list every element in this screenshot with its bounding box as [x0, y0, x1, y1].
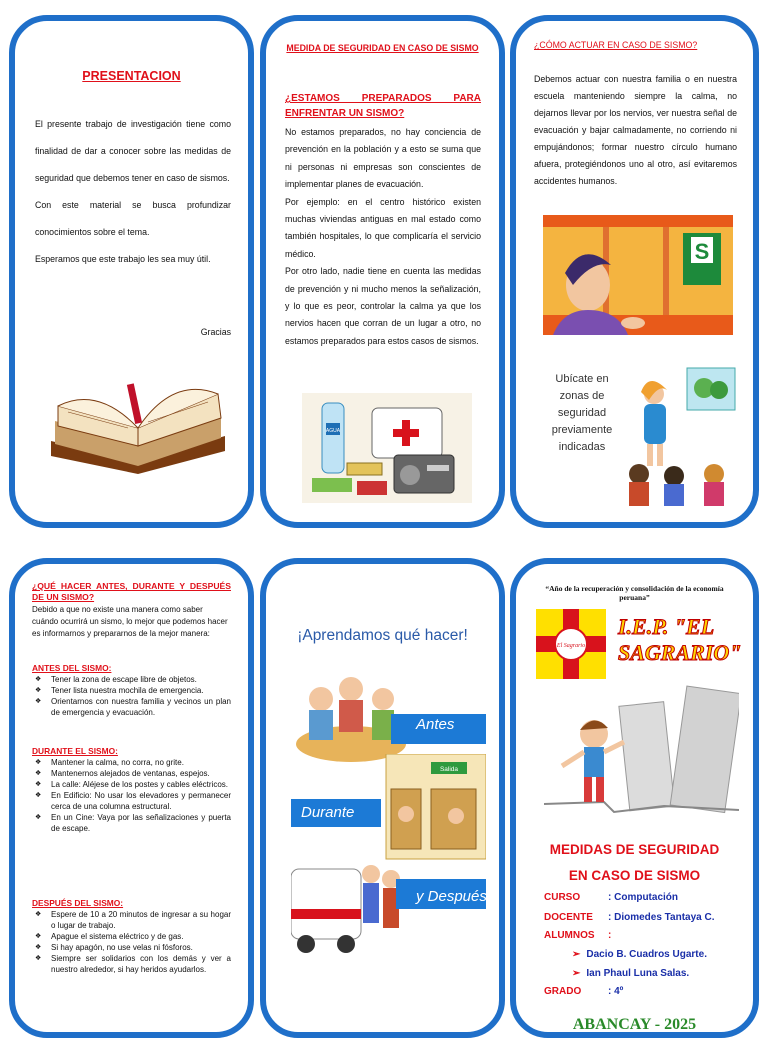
- earthquake-boy-illustration: [544, 684, 739, 819]
- aprendamos-title: ¡Aprendamos qué hacer!: [297, 627, 468, 644]
- como-actuar-heading: ¿CÓMO ACTUAR EN CASO DE SISMO?: [534, 40, 698, 50]
- school-seal-logo: [536, 609, 606, 679]
- despues-label: y Después: [416, 888, 487, 905]
- presentacion-p1: El presente trabajo de investigación tiene como finalidad de dar a conocer sobre las medidas de seguridad que debemos tener en caso de sismos.: [35, 119, 231, 183]
- agua-label: AGUA: [325, 428, 341, 434]
- antes-label: Antes: [416, 716, 455, 733]
- ubicate-caption: Ubícate en zonas de seguridad previamente indicadas: [551, 373, 613, 453]
- curso-label: CURSO: [544, 892, 581, 903]
- gracias-text: Gracias: [200, 327, 231, 337]
- safe-zone-letter: S: [694, 239, 710, 264]
- list-item: ❖ Siempre ser solidarios con los demás y ver a nuestro alrededor, si hay heridos ayudarlos.: [32, 953, 231, 975]
- alumno-1: ➢ Dacio B. Cuadros Ugarte.: [572, 949, 707, 960]
- alumnos-row: [544, 930, 743, 941]
- que-hacer-intro: Debido a que no existe una manera como saber cuándo ocurrirá un sismo, lo mejor que podemos hacer es informarnos y prepararnos de la mejor manera:: [32, 605, 228, 638]
- preparados-question: ¿ESTAMOS PREPARADOS PARA ENFRENTAR UN SISMO?: [285, 93, 481, 119]
- list-item: ❖ Mantenernos alejados de ventanas, espejos.: [32, 768, 231, 779]
- antes-title: ANTES DEL SISMO:: [32, 663, 112, 673]
- school-name: I.E.P. "EL SAGRARIO": [618, 614, 742, 665]
- alumno-2: ➢ Ian Phaul Luna Salas.: [572, 968, 689, 979]
- list-item: ❖ En Edificio: No usar los elevadores y permanecer cerca de una columna estructural.: [32, 790, 231, 812]
- emergency-kit-illustration: [302, 393, 472, 503]
- exit-sign-text: Salida: [439, 766, 459, 773]
- panel-presentacion: [9, 15, 254, 528]
- despues-illustration: [291, 854, 486, 964]
- docente-value: : Diomedes Tantaya C.: [608, 912, 715, 923]
- panel-medida-seguridad: [260, 15, 505, 528]
- durante-title: DURANTE EL SISMO:: [32, 746, 118, 756]
- panel-como-actuar: [510, 15, 759, 528]
- medida-body: [285, 124, 481, 350]
- panel-portada: [510, 558, 759, 1038]
- docente-row: [544, 912, 743, 923]
- presentacion-title: PRESENTACION: [82, 69, 181, 83]
- antes-section: [32, 663, 231, 718]
- grado-label: GRADO: [544, 986, 582, 997]
- despues-title: DESPUÉS DEL SISMO:: [32, 898, 124, 908]
- cover-title-line1: MEDIDAS DE SEGURIDAD: [549, 842, 720, 857]
- despues-section: [32, 898, 231, 975]
- teacher-students-illustration: [619, 366, 737, 506]
- docente-label: DOCENTE: [544, 912, 593, 923]
- panel-que-hacer: [9, 558, 254, 1038]
- curso-value: : Computación: [608, 892, 678, 903]
- presentacion-p2: Con este material se busca profundizar conocimientos sobre el tema.: [35, 200, 231, 237]
- durante-section: [32, 746, 231, 834]
- list-item: ❖ Apague el sistema eléctrico y de gas.: [32, 931, 231, 942]
- alumnos-colon: :: [608, 930, 612, 941]
- list-item: ❖ La calle: Aléjese de los postes y cables eléctricos.: [32, 779, 231, 790]
- grado-value: : 4º: [608, 986, 624, 997]
- list-item: ❖ Tener lista nuestra mochila de emergencia.: [32, 685, 231, 696]
- open-book-illustration: [43, 366, 233, 476]
- curso-row: [544, 892, 743, 903]
- grado-row: [544, 986, 743, 997]
- alumnos-label: ALUMNOS: [544, 930, 595, 941]
- medida-heading: MEDIDA DE SEGURIDAD EN CASO DE SISMO: [286, 43, 479, 53]
- medida-p2: Por ejemplo: en el centro histórico existen muchas viviendas antiguas en mal estado como también hospitales, lo que complicaría el servicio médico.: [285, 196, 481, 259]
- safe-zone-sign-illustration: [543, 215, 733, 335]
- year-motto: “Año de la recuperación y consolidación de la economía peruana”: [545, 584, 724, 602]
- medida-p3: Por otro lado, nadie tiene en cuenta las medidas de prevención y ni mucho menos la señalización, y lo que es peor, controlar la calma ya que los nervios hacen que corran de un lugar a otro, no estamos preparados para estos casos de sismos.: [285, 266, 481, 346]
- place-year: ABANCAY - 2025: [572, 1016, 697, 1033]
- como-actuar-body: Debemos actuar con nuestra familia o en nuestra escuela manteniendo siempre la calma, no dejarnos llevar por los nervios, ver nuestra señal de evacuación y bajar calmadamente, no corriendo ni empujándonos; formar nuestro círculo humano afuera, protegiéndonos uno al otro, así evitaremos accidentes humanos.: [534, 74, 737, 186]
- que-hacer-heading: ¿QUÉ HACER ANTES, DURANTE Y DESPUÉS DE UN SISMO?: [32, 581, 231, 602]
- presentacion-body: [35, 111, 231, 273]
- medida-p1: No estamos preparados, no hay conciencia de prevención en la población y a esto se suma que ni personas ni empresas son conscientes de implementar planes de evacuación.: [285, 127, 481, 190]
- list-item: ❖ Si hay apagón, no use velas ni fósforos.: [32, 942, 231, 953]
- seal-text: El Sagrario: [556, 643, 586, 649]
- list-item: ❖ Mantener la calma, no corra, no grite.: [32, 757, 231, 768]
- list-item: ❖ Espere de 10 a 20 minutos de ingresar a su hogar o lugar de trabajo.: [32, 909, 231, 931]
- durante-label: Durante: [301, 804, 355, 821]
- list-item: ❖ Tener la zona de escape libre de objetos.: [32, 674, 231, 685]
- panel-aprendamos: [260, 558, 505, 1038]
- list-item: ❖ Orientarnos con nuestra familia y vecinos un plan de emergencia y evacuación.: [32, 696, 231, 718]
- cover-title-line2: EN CASO DE SISMO: [568, 868, 701, 883]
- presentacion-p3: Esperamos que este trabajo les sea muy útil.: [35, 254, 211, 264]
- list-item: ❖ En un Cine: Vaya por las señalizaciones y puerta de escape.: [32, 812, 231, 834]
